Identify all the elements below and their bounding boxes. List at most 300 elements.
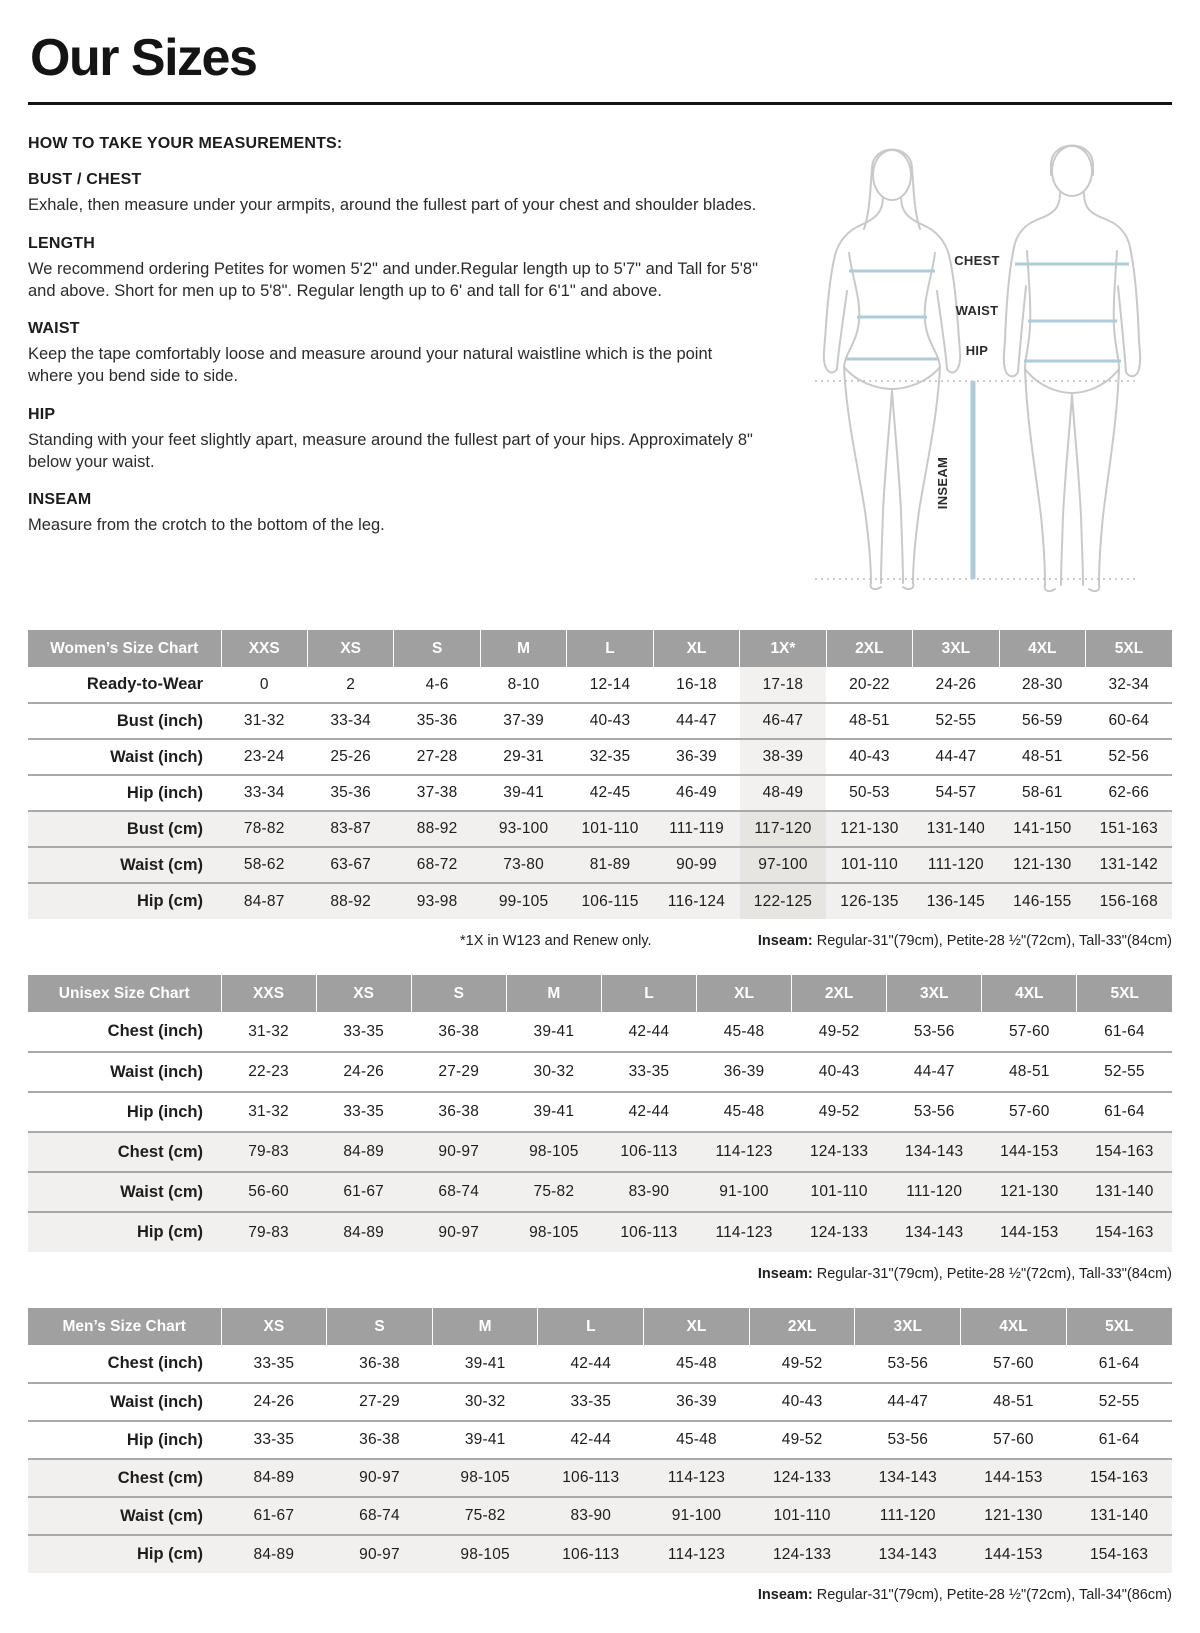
womens-size-chart-section	[28, 630, 1172, 949]
size-value-cell: 36-39	[653, 739, 739, 775]
size-value-cell: 52-55	[1077, 1052, 1172, 1092]
size-value-cell: 121-130	[961, 1497, 1067, 1535]
size-value-cell: 52-55	[1066, 1383, 1172, 1421]
size-value-cell: 45-48	[723, 1022, 765, 1040]
chest-label: CHEST	[954, 253, 1000, 268]
size-value-cell: 44-47	[887, 1052, 982, 1092]
size-value-cell: 101-110	[567, 811, 653, 847]
size-value-cell: 39-41	[432, 1421, 538, 1459]
womens-table-footnotes	[28, 933, 1172, 949]
inseam-footnote-label: Inseam:	[757, 1266, 813, 1282]
size-value-cell: 32-34	[1108, 675, 1150, 693]
size-column-header: XS	[221, 1308, 327, 1345]
size-value-cell: 98-105	[506, 1212, 601, 1252]
size-value-cell: 2	[346, 675, 356, 693]
size-value-cell: 36-39	[696, 1052, 791, 1092]
size-value-cell: 88-92	[307, 883, 393, 919]
size-value-cell: 40-43	[826, 739, 912, 775]
size-value-cell: 156-168	[1086, 883, 1172, 919]
instruction-heading: INSEAM	[28, 491, 92, 509]
row-label-cell: Chest (cm)	[28, 1132, 221, 1172]
instruction-body: Exhale, then measure under your armpits, around the fullest part of your chest and shoulder blades.	[28, 196, 757, 214]
size-value-cell: 61-64	[1104, 1022, 1145, 1040]
size-value-cell: 56-59	[999, 703, 1085, 739]
size-value-cell: 20-22	[849, 675, 890, 693]
size-value-cell: 99-105	[480, 883, 566, 919]
womens-size-table	[28, 630, 1172, 919]
size-value-cell: 57-60	[961, 1421, 1067, 1459]
size-value-cell: 56-60	[221, 1172, 316, 1212]
size-value-cell: 40-43	[567, 703, 653, 739]
size-value-cell: 49-52	[749, 1421, 855, 1459]
size-value-cell: 46-49	[653, 775, 739, 811]
size-value-cell: 45-48	[644, 1421, 750, 1459]
page-title: Our Sizes	[30, 29, 257, 87]
size-value-cell: 23-24	[221, 739, 307, 775]
size-value-cell: 42-45	[567, 775, 653, 811]
row-label-cell: Waist (inch)	[28, 1383, 221, 1421]
size-value-cell: 49-52	[781, 1354, 823, 1372]
table-row	[28, 847, 1172, 883]
table-row	[28, 1345, 1172, 1383]
size-value-cell: 44-47	[855, 1383, 961, 1421]
size-value-cell: 50-53	[826, 775, 912, 811]
size-value-cell: 111-119	[653, 811, 739, 847]
size-value-cell: 106-113	[538, 1459, 644, 1497]
waist-label: WAIST	[955, 303, 999, 318]
size-value-cell: 16-18	[676, 675, 717, 693]
size-value-cell: 106-113	[538, 1535, 644, 1573]
table-row	[28, 775, 1172, 811]
size-value-cell: 33-35	[221, 1421, 327, 1459]
size-value-cell: 134-143	[855, 1459, 961, 1497]
size-value-cell: 144-153	[982, 1132, 1077, 1172]
size-column-header: M	[432, 1308, 538, 1345]
size-value-cell: 36-38	[327, 1421, 433, 1459]
instruction-section	[28, 491, 787, 537]
size-value-cell: 36-38	[359, 1354, 400, 1372]
table-title-cell: Women’s Size Chart	[28, 630, 221, 667]
instruction-body: Measure from the crotch to the bottom of the leg.	[28, 516, 385, 535]
size-value-cell: 46-47	[740, 703, 826, 739]
size-value-cell: 124-133	[792, 1212, 887, 1252]
size-value-cell: 68-72	[394, 847, 480, 883]
unisex-table-footnotes	[28, 1266, 1172, 1282]
size-value-cell: 90-99	[653, 847, 739, 883]
table-row	[28, 1212, 1172, 1252]
size-value-cell: 37-38	[394, 775, 480, 811]
instruction-sections	[28, 171, 787, 537]
instruction-section	[28, 320, 787, 388]
size-value-cell: 27-29	[327, 1383, 433, 1421]
size-column-header: XXS	[221, 630, 307, 667]
instruction-section	[28, 235, 787, 303]
size-column-header: XL	[653, 630, 739, 667]
size-value-cell: 48-51	[999, 739, 1085, 775]
how-to-heading: HOW TO TAKE YOUR MEASUREMENTS:	[28, 135, 343, 152]
male-figure-outline	[1004, 146, 1140, 592]
size-value-cell: 39-41	[533, 1022, 575, 1040]
size-column-header: XL	[644, 1308, 750, 1345]
size-value-cell: 28-30	[1021, 675, 1063, 693]
size-value-cell: 24-26	[221, 1383, 327, 1421]
table-row	[28, 811, 1172, 847]
size-value-cell: 75-82	[506, 1172, 601, 1212]
row-label-cell: Hip (inch)	[28, 1092, 221, 1132]
size-value-cell: 60-64	[1086, 703, 1172, 739]
size-value-cell: 48-51	[982, 1052, 1077, 1092]
size-value-cell: 73-80	[480, 847, 566, 883]
size-value-cell: 114-123	[644, 1459, 750, 1497]
size-value-cell: 93-100	[480, 811, 566, 847]
size-column-header: XS	[307, 630, 393, 667]
row-label-cell: Waist (inch)	[28, 739, 221, 775]
size-value-cell: 154-163	[1066, 1459, 1172, 1497]
row-label-cell: Hip (cm)	[28, 883, 221, 919]
size-value-cell: 101-110	[826, 847, 912, 883]
unisex-size-chart-section	[28, 975, 1172, 1282]
size-value-cell: 29-31	[480, 739, 566, 775]
row-label-cell: Waist (inch)	[28, 1052, 221, 1092]
size-value-cell: 49-52	[792, 1092, 887, 1132]
size-value-cell: 122-125	[740, 883, 826, 919]
size-column-header: S	[411, 975, 506, 1012]
size-value-cell: 83-87	[307, 811, 393, 847]
size-value-cell: 24-26	[935, 675, 977, 693]
instruction-body: Standing with your feet slightly apart, measure around the fullest part of your hips. Approximately 8" below your waist.	[28, 430, 753, 471]
size-value-cell: 57-60	[982, 1092, 1077, 1132]
size-value-cell: 58-62	[221, 847, 307, 883]
size-value-cell: 33-35	[343, 1022, 384, 1040]
size-value-cell: 116-124	[653, 883, 739, 919]
size-value-cell: 35-36	[394, 703, 480, 739]
size-value-cell: 121-130	[982, 1172, 1077, 1212]
size-value-cell: 131-140	[1077, 1172, 1172, 1212]
size-column-header: 3XL	[855, 1308, 961, 1345]
dotted-reference-lines	[815, 381, 1139, 579]
size-column-header: L	[538, 1308, 644, 1345]
size-value-cell: 68-74	[411, 1172, 506, 1212]
table-title-cell: Men’s Size Chart	[28, 1308, 221, 1345]
row-label-cell: Hip (inch)	[28, 1421, 221, 1459]
size-value-cell: 134-143	[887, 1132, 982, 1172]
size-column-header: XS	[316, 975, 411, 1012]
size-column-header: 4XL	[961, 1308, 1067, 1345]
size-value-cell: 83-90	[538, 1497, 644, 1535]
size-value-cell: 84-89	[316, 1132, 411, 1172]
size-value-cell: 75-82	[432, 1497, 538, 1535]
table-row	[28, 667, 1172, 703]
table-header-row	[28, 1308, 1172, 1345]
size-value-cell: 98-105	[506, 1132, 601, 1172]
inseam-label: INSEAM	[935, 456, 950, 510]
size-value-cell: 25-26	[307, 739, 393, 775]
size-value-cell: 61-64	[1066, 1421, 1172, 1459]
size-value-cell: 31-32	[248, 1022, 289, 1040]
size-value-cell: 114-123	[644, 1535, 750, 1573]
instruction-heading: HIP	[28, 405, 56, 423]
size-value-cell: 88-92	[394, 811, 480, 847]
size-value-cell: 35-36	[307, 775, 393, 811]
size-value-cell: 39-41	[506, 1092, 601, 1132]
size-value-cell: 57-60	[1008, 1022, 1050, 1040]
size-value-cell: 111-120	[913, 847, 999, 883]
size-value-cell: 154-163	[1077, 1212, 1172, 1252]
size-value-cell: 101-110	[792, 1172, 887, 1212]
table-row	[28, 883, 1172, 919]
table-row	[28, 1132, 1172, 1172]
instruction-heading: LENGTH	[28, 234, 95, 252]
size-value-cell: 154-163	[1066, 1535, 1172, 1573]
size-value-cell: 53-56	[887, 1354, 929, 1372]
size-value-cell: 154-163	[1077, 1132, 1172, 1172]
size-column-header: L	[601, 975, 696, 1012]
instruction-heading: BUST / CHEST	[28, 171, 142, 188]
row-label-cell: Hip (inch)	[28, 775, 221, 811]
row-label-cell: Waist (cm)	[28, 847, 221, 883]
size-value-cell: 101-110	[749, 1497, 855, 1535]
size-value-cell: 39-41	[480, 775, 566, 811]
size-column-header: 4XL	[982, 975, 1077, 1012]
size-column-header: 2XL	[826, 630, 912, 667]
size-value-cell: 63-67	[307, 847, 393, 883]
instruction-section	[28, 171, 787, 217]
size-value-cell: 33-34	[221, 775, 307, 811]
size-value-cell: 48-51	[826, 703, 912, 739]
size-value-cell: 33-35	[601, 1052, 696, 1092]
size-value-cell: 68-74	[327, 1497, 433, 1535]
size-value-cell: 4-6	[425, 675, 449, 693]
size-value-cell: 54-57	[913, 775, 999, 811]
size-value-cell: 93-98	[394, 883, 480, 919]
size-value-cell: 79-83	[221, 1212, 316, 1252]
size-value-cell: 84-89	[316, 1212, 411, 1252]
size-value-cell: 42-44	[538, 1421, 644, 1459]
size-value-cell: 30-32	[432, 1383, 538, 1421]
size-value-cell: 61-64	[1098, 1354, 1140, 1372]
size-column-header: L	[567, 630, 653, 667]
size-column-header: 2XL	[749, 1308, 855, 1345]
mens-size-table	[28, 1308, 1172, 1573]
size-value-cell: 42-44	[601, 1092, 696, 1132]
size-value-cell: 90-97	[411, 1212, 506, 1252]
row-label-cell: Chest (inch)	[107, 1354, 203, 1372]
body-figures-illustration	[787, 131, 1172, 599]
inseam-footnote-text: Regular-31"(79cm), Petite-28 ½"(72cm), Tall-34"(86cm)	[812, 1587, 1172, 1603]
table-row	[28, 1052, 1172, 1092]
size-column-header: S	[394, 630, 480, 667]
size-value-cell: 90-97	[327, 1459, 433, 1497]
size-value-cell: 31-32	[221, 1092, 316, 1132]
mens-size-chart-section	[28, 1308, 1172, 1603]
size-value-cell: 8-10	[507, 675, 540, 693]
table-row	[28, 1459, 1172, 1497]
size-value-cell: 24-26	[316, 1052, 411, 1092]
inseam-footnote-label: Inseam:	[757, 933, 813, 949]
size-value-cell: 40-43	[749, 1383, 855, 1421]
size-column-header: 3XL	[887, 975, 982, 1012]
size-value-cell: 39-41	[464, 1354, 506, 1372]
size-value-cell: 134-143	[855, 1535, 961, 1573]
size-value-cell: 84-87	[221, 883, 307, 919]
size-value-cell: 57-60	[993, 1354, 1034, 1372]
table-row	[28, 1012, 1172, 1052]
size-value-cell: 141-150	[999, 811, 1085, 847]
size-column-header: 5XL	[1077, 975, 1172, 1012]
size-column-header: 5XL	[1086, 630, 1172, 667]
size-value-cell: 27-29	[411, 1052, 506, 1092]
size-value-cell: 78-82	[221, 811, 307, 847]
row-label-cell: Waist (cm)	[28, 1172, 221, 1212]
size-value-cell: 42-44	[570, 1354, 612, 1372]
size-value-cell: 62-66	[1086, 775, 1172, 811]
size-value-cell: 126-135	[826, 883, 912, 919]
size-value-cell: 106-113	[601, 1212, 696, 1252]
table-row	[28, 739, 1172, 775]
size-value-cell: 151-163	[1086, 811, 1172, 847]
size-value-cell: 144-153	[961, 1535, 1067, 1573]
size-value-cell: 52-56	[1086, 739, 1172, 775]
size-value-cell: 45-48	[676, 1354, 717, 1372]
size-value-cell: 30-32	[506, 1052, 601, 1092]
row-label-cell: Waist (cm)	[28, 1497, 221, 1535]
unisex-size-table	[28, 975, 1172, 1252]
size-value-cell: 37-39	[480, 703, 566, 739]
table-title-cell: Unisex Size Chart	[28, 975, 221, 1012]
table-row	[28, 1497, 1172, 1535]
size-value-cell: 22-23	[221, 1052, 316, 1092]
size-value-cell: 33-35	[538, 1383, 644, 1421]
table-row	[28, 1421, 1172, 1459]
footnote-inseam-men	[758, 1587, 1172, 1603]
size-value-cell: 131-140	[1066, 1497, 1172, 1535]
size-value-cell: 117-120	[740, 811, 826, 847]
size-value-cell: 90-97	[411, 1132, 506, 1172]
size-value-cell: 91-100	[644, 1497, 750, 1535]
size-value-cell: 33-35	[253, 1354, 295, 1372]
size-column-header: 1X*	[740, 630, 826, 667]
size-value-cell: 121-130	[999, 847, 1085, 883]
size-column-header: XL	[696, 975, 791, 1012]
instruction-body: Keep the tape comfortably loose and measure around your natural waistline which is the point where you bend side to side.	[28, 345, 713, 386]
hip-label: HIP	[965, 343, 989, 358]
footnote-inseam-women	[758, 933, 1172, 949]
size-value-cell: 144-153	[982, 1212, 1077, 1252]
table-header-row	[28, 975, 1172, 1012]
size-column-header: 4XL	[999, 630, 1085, 667]
size-value-cell: 53-56	[855, 1421, 961, 1459]
size-value-cell: 106-113	[601, 1132, 696, 1172]
size-column-header: 2XL	[792, 975, 887, 1012]
size-column-header: M	[480, 630, 566, 667]
size-value-cell: 97-100	[740, 847, 826, 883]
size-value-cell: 42-44	[628, 1022, 670, 1040]
size-value-cell: 53-56	[913, 1022, 955, 1040]
size-value-cell: 0	[259, 675, 269, 693]
size-value-cell: 48-49	[740, 775, 826, 811]
size-value-cell: 136-145	[913, 883, 999, 919]
size-column-header: S	[327, 1308, 433, 1345]
title-divider	[28, 102, 1172, 105]
size-value-cell: 83-90	[601, 1172, 696, 1212]
size-value-cell: 52-55	[913, 703, 999, 739]
intro-section	[28, 131, 1172, 604]
size-value-cell: 134-143	[887, 1212, 982, 1252]
size-value-cell: 12-14	[589, 675, 631, 693]
size-value-cell: 17-18	[740, 667, 826, 703]
size-value-cell: 40-43	[792, 1052, 887, 1092]
table-row	[28, 1383, 1172, 1421]
size-value-cell: 49-52	[818, 1022, 860, 1040]
size-value-cell: 31-32	[221, 703, 307, 739]
size-value-cell: 33-34	[307, 703, 393, 739]
size-value-cell: 124-133	[792, 1132, 887, 1172]
size-value-cell: 36-38	[411, 1092, 506, 1132]
measurement-instructions	[28, 131, 787, 555]
row-label-cell: Bust (cm)	[28, 811, 221, 847]
measurement-diagram	[787, 131, 1172, 604]
inseam-footnote-text: Regular-31"(79cm), Petite-28 ½"(72cm), Tall-33"(84cm)	[812, 1266, 1172, 1282]
inseam-footnote-label: Inseam:	[757, 1587, 813, 1603]
table-row	[28, 1092, 1172, 1132]
row-label-cell: Ready-to-Wear	[86, 675, 203, 693]
instruction-body: We recommend ordering Petites for women 5'2" and under.Regular length up to 5'7" and Tall for 5'8" and above. Short for men up to 5'8". Regular length up to 6' and tall for 6'1" and above.	[28, 259, 758, 300]
size-value-cell: 61-64	[1077, 1092, 1172, 1132]
row-label-cell: Chest (inch)	[107, 1022, 203, 1040]
footnote-1x-note: *1X in W123 and Renew only.	[460, 933, 652, 949]
size-value-cell: 84-89	[221, 1459, 327, 1497]
size-column-header: 3XL	[913, 630, 999, 667]
size-value-cell: 111-120	[887, 1172, 982, 1212]
size-column-header: 5XL	[1066, 1308, 1172, 1345]
size-value-cell: 48-51	[961, 1383, 1067, 1421]
row-label-cell: Bust (inch)	[28, 703, 221, 739]
table-row	[28, 1172, 1172, 1212]
size-value-cell: 131-140	[913, 811, 999, 847]
size-column-header: M	[506, 975, 601, 1012]
size-value-cell: 90-97	[327, 1535, 433, 1573]
inseam-footnote-text: Regular-31"(79cm), Petite-28 ½"(72cm), Tall-33"(84cm)	[812, 933, 1172, 949]
instruction-section	[28, 406, 787, 474]
size-value-cell: 124-133	[749, 1459, 855, 1497]
table-row	[28, 1535, 1172, 1573]
female-figure-outline	[824, 150, 960, 590]
table-header-row	[28, 630, 1172, 667]
size-value-cell: 144-153	[961, 1459, 1067, 1497]
row-label-cell: Hip (cm)	[28, 1535, 221, 1573]
mens-table-footnotes	[28, 1587, 1172, 1603]
size-value-cell: 44-47	[653, 703, 739, 739]
size-value-cell: 98-105	[432, 1459, 538, 1497]
table-row	[28, 703, 1172, 739]
size-value-cell: 79-83	[221, 1132, 316, 1172]
size-value-cell: 33-35	[316, 1092, 411, 1132]
size-value-cell: 44-47	[913, 739, 999, 775]
size-value-cell: 36-38	[438, 1022, 480, 1040]
size-value-cell: 131-142	[1086, 847, 1172, 883]
size-value-cell: 36-39	[644, 1383, 750, 1421]
footnote-inseam-unisex	[758, 1266, 1172, 1282]
size-column-header: XXS	[221, 975, 316, 1012]
size-value-cell: 32-35	[567, 739, 653, 775]
size-value-cell: 84-89	[221, 1535, 327, 1573]
size-value-cell: 61-67	[316, 1172, 411, 1212]
size-value-cell: 114-123	[696, 1212, 791, 1252]
size-value-cell: 98-105	[432, 1535, 538, 1573]
size-value-cell: 38-39	[740, 739, 826, 775]
size-value-cell: 114-123	[696, 1132, 791, 1172]
size-value-cell: 53-56	[887, 1092, 982, 1132]
